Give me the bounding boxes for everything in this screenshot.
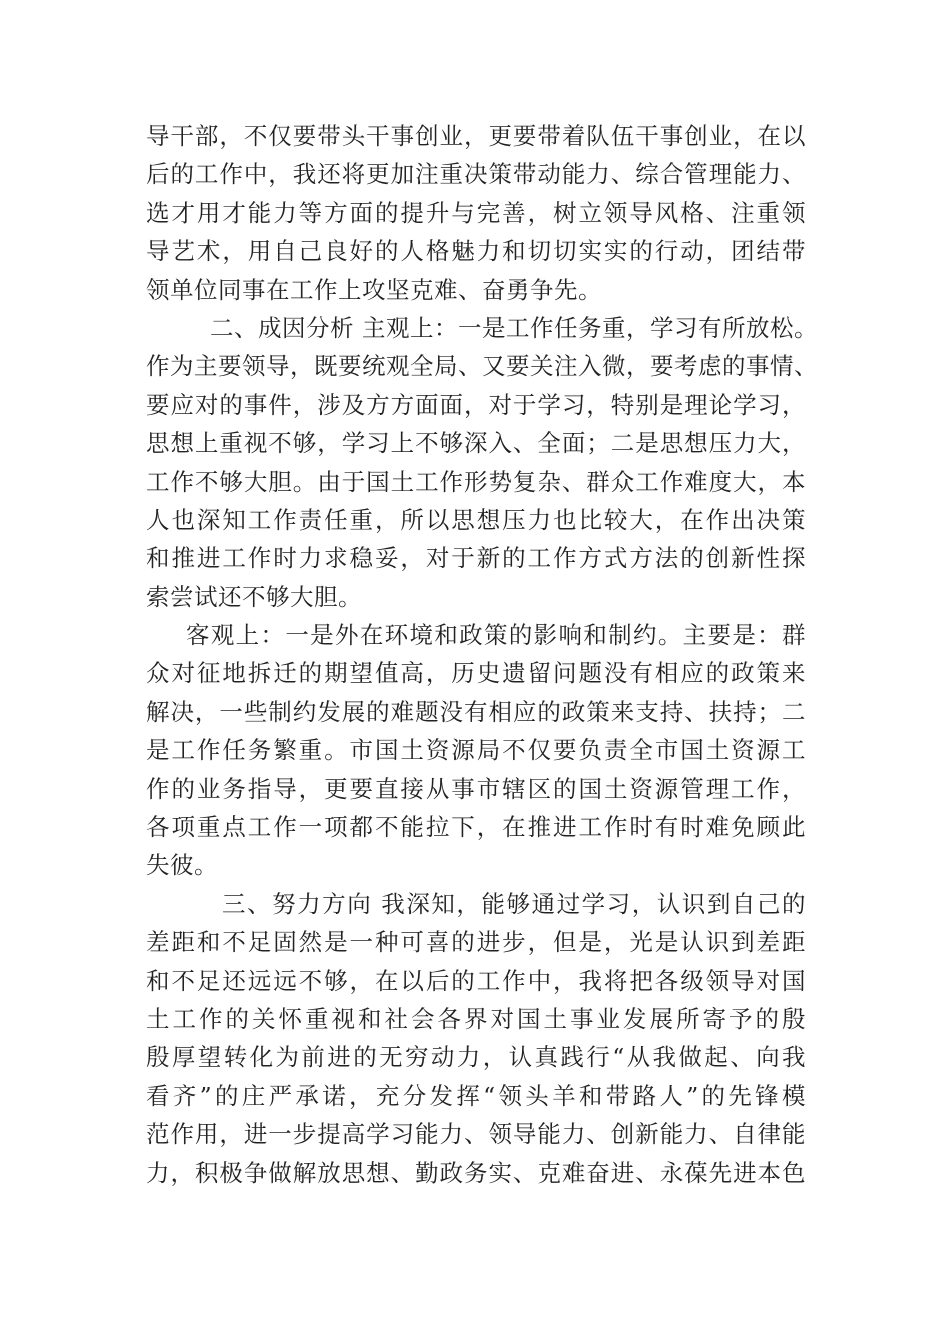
- text-line: 力，积极争做解放思想、勤政务实、克难奋进、永葆先进本色: [146, 1158, 806, 1187]
- text-line: 失彼。: [146, 851, 218, 880]
- text-line: 导艺术，用自己良好的人格魅力和切切实实的行动，团结带: [146, 237, 806, 266]
- text-line: 各项重点工作一项都不能拉下，在推进工作时有时难免顾此: [146, 813, 806, 842]
- text-line: 二、成因分析 主观上：一是工作任务重，学习有所放松。: [210, 313, 818, 342]
- text-line: 土工作的关怀重视和社会各界对国土事业发展所寄予的殷: [146, 1004, 806, 1033]
- text-line: 导干部，不仅要带头干事创业，更要带着队伍干事创业，在以: [146, 122, 806, 150]
- text-line: 看齐”的庄严承诺，充分发挥“领头羊和带路人”的先锋模: [146, 1081, 806, 1110]
- text-line: 和不足还远远不够，在以后的工作中，我将把各级领导对国: [146, 966, 806, 995]
- text-line: 选才用才能力等方面的提升与完善，树立领导风格、注重领: [146, 198, 806, 227]
- text-line: 工作不够大胆。由于国土工作形势复杂、群众工作难度大，本: [146, 467, 806, 496]
- paragraph-cause-analysis-subjective: [146, 309, 818, 616]
- text-line: 思想上重视不够，学习上不够深入、全面；二是思想压力大，: [146, 429, 806, 458]
- paragraph-leadership-improvement: [146, 117, 806, 309]
- text-line: 解决，一些制约发展的难题没有相应的政策来支持、扶持；二: [146, 697, 806, 726]
- paragraph-direction-of-efforts: [146, 885, 806, 1192]
- document-page: [146, 117, 818, 1192]
- text-line: 差距和不足固然是一种可喜的进步，但是，光是认识到差距: [146, 928, 806, 957]
- text-line: 作为主要领导，既要统观全局、又要关注入微，要考虑的事情、: [146, 352, 818, 381]
- text-line: 后的工作中，我还将更加注重决策带动能力、综合管理能力、: [146, 160, 806, 189]
- paragraph-cause-analysis-objective: [146, 616, 806, 885]
- text-line: 三、努力方向 我深知，能够通过学习，认识到自己的: [222, 889, 806, 918]
- text-line: 领单位同事在工作上攻坚克难、奋勇争先。: [146, 275, 602, 304]
- text-line: 殷厚望转化为前进的无穷动力，认真践行“从我做起、向我: [146, 1043, 806, 1072]
- text-line: 客观上：一是外在环境和政策的影响和制约。主要是：群: [186, 621, 806, 650]
- text-line: 范作用，进一步提高学习能力、领导能力、创新能力、自律能: [146, 1120, 806, 1149]
- text-line: 众对征地拆迁的期望值高，历史遗留问题没有相应的政策来: [146, 659, 806, 688]
- text-line: 作的业务指导，更要直接从事市辖区的国土资源管理工作，: [146, 774, 806, 803]
- text-line: 索尝试还不够大胆。: [146, 582, 362, 611]
- text-line: 和推进工作时力求稳妥，对于新的工作方式方法的创新性探: [146, 544, 806, 573]
- text-line: 人也深知工作责任重，所以思想压力也比较大，在作出决策: [146, 505, 806, 534]
- text-line: 是工作任务繁重。市国土资源局不仅要负责全市国土资源工: [146, 736, 806, 765]
- text-line: 要应对的事件，涉及方方面面，对于学习，特别是理论学习，: [146, 390, 806, 419]
